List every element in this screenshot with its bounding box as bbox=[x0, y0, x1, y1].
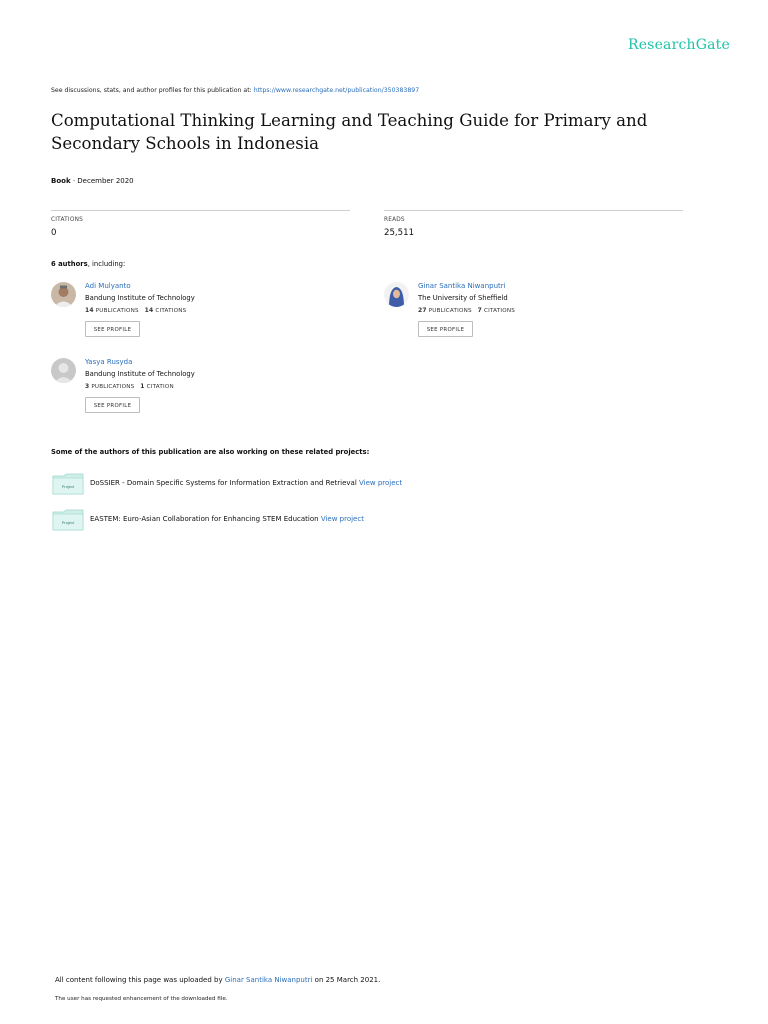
authors-suffix: , including: bbox=[87, 260, 126, 268]
project-name: EASTEM: Euro-Asian Collaboration for Enhancing STEM Education bbox=[90, 515, 321, 523]
avatar[interactable] bbox=[384, 282, 409, 307]
view-project-link[interactable]: View project bbox=[359, 479, 403, 487]
author-citations-count: 1 bbox=[140, 383, 145, 390]
reads-value: 25,511 bbox=[384, 228, 415, 238]
author-name-link[interactable]: Ginar Santika Niwanputri bbox=[418, 282, 506, 290]
discussion-line bbox=[51, 87, 419, 94]
enhancement-note: The user has requested enhancement of the downloaded file. bbox=[55, 996, 228, 1002]
author-institution: The University of Sheffield bbox=[418, 294, 508, 302]
author-institution: Bandung Institute of Technology bbox=[85, 294, 195, 302]
project-folder-icon[interactable] bbox=[52, 509, 84, 531]
see-profile-button[interactable]: SEE PROFILE bbox=[85, 397, 140, 413]
publication-type: Book bbox=[51, 177, 71, 185]
publications-count: 14 bbox=[85, 307, 94, 314]
see-profile-button[interactable]: SEE PROFILE bbox=[85, 321, 140, 337]
avatar[interactable] bbox=[51, 282, 76, 307]
project-text bbox=[90, 515, 364, 523]
upload-prefix: All content following this page was uploaded by bbox=[55, 976, 225, 984]
author-citations-count: 7 bbox=[477, 307, 483, 314]
discussion-prefix: See discussions, stats, and author profiles for this publication at: bbox=[51, 87, 254, 94]
view-project-link[interactable]: View project bbox=[320, 515, 364, 523]
authors-heading bbox=[51, 260, 125, 268]
publication-date: December 2020 bbox=[77, 177, 134, 185]
author-photo-icon bbox=[384, 282, 409, 307]
avatar[interactable] bbox=[51, 358, 76, 383]
author-citations-label: CITATIONS bbox=[484, 308, 515, 314]
publication-title: Computational Thinking Learning and Teaching Guide for Primary and Secondary Schools in Indonesia bbox=[51, 111, 648, 153]
author-citations-count: 14 bbox=[144, 307, 154, 314]
publications-count: 3 bbox=[85, 383, 90, 390]
citations-value: 0 bbox=[51, 228, 57, 238]
uploader-link[interactable]: Ginar Santika Niwanputri bbox=[224, 976, 313, 984]
authors-count: 6 authors bbox=[51, 260, 88, 268]
project-text bbox=[90, 479, 402, 487]
author-stats bbox=[85, 307, 186, 314]
author-stats bbox=[85, 383, 174, 390]
project-icon-label: Project bbox=[61, 484, 75, 489]
see-profile-button[interactable]: SEE PROFILE bbox=[418, 321, 473, 337]
project-icon-label: Project bbox=[61, 520, 75, 525]
reads-label: READS bbox=[384, 217, 405, 223]
publications-label: PUBLICATIONS bbox=[95, 308, 139, 314]
author-stats bbox=[418, 307, 515, 314]
project-name: DoSSIER - Domain Specific Systems for Information Extraction and Retrieval bbox=[90, 479, 360, 487]
author-photo-icon bbox=[51, 282, 76, 307]
related-projects-heading: Some of the authors of this publication are also working on these related projects: bbox=[51, 448, 370, 456]
researchgate-logo[interactable]: ResearchGate bbox=[627, 37, 730, 53]
author-citations-label: CITATION bbox=[146, 384, 174, 390]
author-name-link[interactable]: Adi Mulyanto bbox=[85, 282, 131, 290]
author-institution: Bandung Institute of Technology bbox=[85, 370, 195, 378]
publication-meta bbox=[51, 177, 134, 185]
upload-suffix: on 25 March 2021. bbox=[312, 976, 381, 984]
publications-label: PUBLICATIONS bbox=[91, 384, 135, 390]
citations-divider bbox=[51, 210, 350, 211]
citations-label: CITATIONS bbox=[51, 217, 83, 223]
meta-separator: · bbox=[70, 177, 78, 185]
publication-url-link[interactable]: https://www.researchgate.net/publication/350383897 bbox=[253, 87, 420, 94]
reads-divider bbox=[384, 210, 683, 211]
author-name-link[interactable]: Yasya Rusyda bbox=[85, 358, 133, 366]
author-citations-label: CITATIONS bbox=[155, 308, 187, 314]
upload-notice bbox=[55, 976, 380, 984]
project-folder-icon[interactable] bbox=[52, 473, 84, 495]
publications-count: 27 bbox=[418, 307, 427, 314]
publications-label: PUBLICATIONS bbox=[428, 308, 472, 314]
default-avatar-icon bbox=[51, 358, 76, 383]
